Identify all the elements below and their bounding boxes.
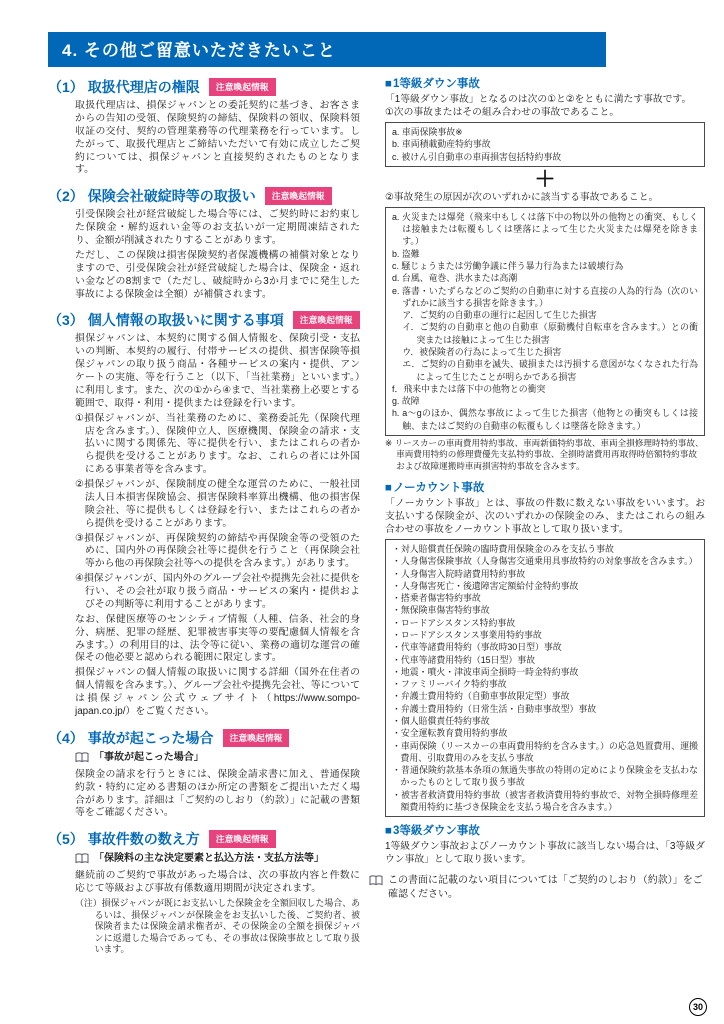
book-icon — [369, 875, 383, 886]
plus-icon: ＋ — [534, 167, 556, 191]
list-item: ・普通保険約款基本条項の無過失事故の特則の定めにより保険金を支払わなかったものとして取り扱う事故 — [392, 765, 698, 788]
section-3 — [48, 310, 360, 718]
section-4-body: 保険金の請求を行うときには、保険金請求書に加え、普通保険約款・特約に定める書類のほか所定の書類をご提出いただく場合があります。詳細は「ご契約のしおり（約款）」に記載の書類等をご確認ください。 — [75, 768, 360, 819]
section-5-title: （5） 事故件数の数え方 — [48, 831, 200, 848]
heading-no-count: ■ノーカウント事故 — [385, 481, 485, 494]
list-item: ・ロードアシスタンス事業用特約事故 — [392, 630, 542, 640]
section-4-title: （4） 事故が起こった場合 — [48, 729, 214, 746]
section-3-sensitive-note: なお、保健医療等のセンシティブ情報（人種、信条、社会的身分、病歴、犯罪の経歴、犯罪被害事実等の要配慮個人情報を含みます。）の利用目的は、法令等に従い、業務の適切な運営の確保その他必要と認められる範囲に限定します。 — [75, 613, 360, 664]
list-item: ・人身傷害入院時諸費用特約事故 — [392, 568, 526, 579]
list-subitem: イ．ご契約の自動車と他の自動車（原動機付自転車を含みます。）との衝突または接触によって生じた損害 — [402, 322, 698, 345]
condition-1: ①次の事故またはその組み合わせの事故であること。 — [385, 107, 620, 119]
condition-2-box — [385, 207, 705, 436]
page-title: 4. その他ご留意いただきたいこと — [48, 32, 606, 67]
list-item: a. 車両保険事故※ — [392, 127, 463, 138]
list-item: ④損保ジャパンが、国内外のグループ会社や提携先会社に提供を行い、その会社が取り扱う商品・サービスの案内・提供およびその判断等に利用することがあります。 — [75, 573, 360, 610]
square-bullet-icon: ■ — [385, 78, 392, 90]
list-item: ・ロードアシスタンス特約事故 — [392, 617, 516, 628]
caution-badge: 注意喚起情報 — [265, 187, 332, 205]
section-1-title: （1） 取扱代理店の権限 — [48, 79, 200, 95]
list-subitem: ウ．被保険者の行為によって生じた損害 — [402, 346, 562, 357]
section-3-detail-note: 損保ジャパンの個人情報の取扱いに関する詳細（国外在住者の個人情報を含みます。）、グループ会社や提携先会社、等については損保ジャパン公式ウェブサイト（https://www.sompo-japan.co.jp/）をご覧ください。 — [75, 667, 360, 717]
section-2 — [48, 186, 360, 301]
heading-3-grade-down: ■3等級ダウン事故 — [385, 825, 480, 838]
section-5-body: 継続前のご契約で事故があった場合は、次の事故内容と件数に応じて等級および事故有係数適用期間が決定されます。 — [75, 870, 360, 895]
list-item: h. a～gのほか、偶然な事故によって生じた損害（他物との衝突もしくは接触、またはご契約の自動車の転覆もしくは墜落を除きます。） — [392, 408, 698, 431]
section-3-title: （3） 個人情報の取扱いに関する事項 — [48, 312, 284, 329]
list-item: ②損保ジャパンが、保険制度の健全な運営のために、一般社団法人日本損害保険協会、損害保険料率算出機構、他の損害保険会社、等に提供もしくは登録を行い、またはこれらの者から提供を受けることがあります。 — [75, 479, 360, 529]
caution-badge: 注意喚起情報 — [209, 78, 276, 96]
booklet-reference — [75, 852, 360, 865]
list-item: ・車両保険（リースカーの車両費用特約を含みます。）の応急処置費用、運搬費用、引取費用のみを支払う事故 — [392, 740, 698, 763]
booklet-reference — [75, 751, 360, 764]
left-column — [48, 68, 360, 958]
list-item: ・搭乗者傷害特約事故 — [392, 593, 481, 604]
list-item: ・被害者救済費用特約事故（被害者救済費用特約事故で、対物全損時修理差額費用特約に基づき保険金を支払う場合を含みます。） — [392, 789, 698, 812]
list-item: a. 火災または爆発（飛来中もしくは落下中の物以外の他物との衝突、もしくは接触または転覆もしくは墜落によって生じた火災または爆発を除きます。） — [392, 211, 698, 247]
list-item: ・対人賠償責任保険の臨時費用保険金のみを支払う事故 — [392, 544, 614, 555]
list-item: c. 騒じょうまたは労働争議に伴う暴力行為または破壊行為 — [392, 261, 624, 272]
grade-down-3-text: 1等級ダウン事故およびノーカウント事故に該当しない場合は、「3等級ダウン事故」として取り扱います。 — [385, 841, 705, 866]
condition-1-box — [385, 122, 705, 167]
section-3-intro: 損保ジャパンは、本契約に関する個人情報を、保険引受・支払いの判断、本契約の履行、付帯サービスの提供、損害保険等損保ジャパンの取り扱う商品・各種サービスの案内・提供、アンケートの実施、等を行うこと（以下、「当社業務」といいます。）に利用します。また、次の①から④まで、当社業務上必要とする範囲で、取得・利用・提供または登録を行います。 — [75, 333, 360, 409]
list-item: b. 盗難 — [392, 248, 420, 259]
list-item: g. 故障 — [392, 396, 420, 407]
caution-badge: 注意喚起情報 — [223, 729, 290, 747]
list-item: e. 落書・いたずらなどのご契約の自動車に対する直接の人為的行為（次のいずれかに該当する損害を除きます。） — [392, 285, 698, 308]
section-5-note: （注）損保ジャパンが既にお支払いした保険金を全額回収した場合、あるいは、損保ジャパンが保険金をお支払いした後、ご契約者、被保険者または保険金請求権者が、その保険金の全額を損保ジャパンに返還した場合であっても、その事故は保険事故として取り扱います。 — [75, 898, 360, 955]
no-count-intro: 「ノーカウント事故」とは、事故の件数に数えない事故をいいます。お支払いする保険金が、次のいずれかの保険金のみ、またはこれらの組み合わせの事故をノーカウント事故として取り扱います。 — [385, 497, 705, 536]
list-item: ・無保険車傷害特約事故 — [392, 605, 490, 616]
section-4 — [48, 728, 360, 821]
list-item: c. 被けん引自動車の車両損害包括特約事故 — [392, 151, 562, 162]
condition-2: ②事故発生の原因が次のいずれかに該当する事故であること。 — [385, 191, 659, 203]
list-item: ・安全運転教育費用特約事故 — [392, 728, 508, 739]
section-1-body: 取扱代理店は、損保ジャパンとの委託契約に基づき、お客さまからの告知の受領、保険契約の締結、保険料の領収、保険料領収証の交付、契約の管理業務等の代理業務を行っています。したがって、取扱代理店とご締結いただいて有効に成立したご契約については、損保ジャパンと直接契約されたものとなります。 — [75, 100, 360, 176]
book-icon — [75, 752, 89, 763]
list-item: ・人身傷害保険事故（人身傷害交通乗用具事故特約の対象事故を含みます。） — [392, 556, 698, 567]
caution-badge: 注意喚起情報 — [293, 311, 360, 329]
leased-car-note: ※ リースカーの車両費用特約事故、車両新価特約事故、車両全損修理時特約事故、車両費用特約の修理費優先支払特約事故、全損時諸費用再取得時倍額特約事故および故障運搬時車両損害特約事故を含みます。 — [385, 437, 704, 471]
list-item: ・弁護士費用特約（自動車事故限定型）事故 — [392, 691, 570, 702]
list-item: ・代車等諸費用特約（15日型）事故 — [392, 654, 535, 665]
section-2-title: （2） 保険会社破綻時等の取扱い — [48, 188, 256, 205]
list-item: ・弁護士費用特約（日常生活・自動車事故型）事故 — [392, 703, 597, 714]
list-item: f．飛来中または落下中の他物との衝突 — [392, 383, 546, 394]
section-1 — [48, 77, 360, 177]
reference-label: 「保険料の主な決定要素と払込方法・支払方法等」 — [94, 853, 324, 865]
booklet-bottom-note — [369, 874, 705, 901]
right-column — [385, 68, 705, 958]
list-item: ①損保ジャパンが、当社業務のために、業務委託先（保険代理店を含みます。）、保険仲立人、医療機関、保険金の請求・支払いに関する関係先、等に提供を行い、またはこれらの者から提供を受けることがあります。なお、これらの者には外国にある事業者等を含みます。 — [75, 412, 360, 476]
bottom-note-text: この書面に記載のない項目については「ご契約のしおり（約款）」をご確認ください。 — [388, 875, 703, 900]
content-columns — [48, 68, 705, 958]
list-item: b. 車両積載動産特約事故 — [392, 139, 491, 150]
book-icon — [75, 853, 89, 864]
grade-down-intro: 「1等級ダウン事故」となるのは次の①と②をともに満たす事故です。 — [385, 94, 692, 105]
square-bullet-icon: ■ — [385, 825, 392, 838]
section-5 — [48, 829, 360, 956]
square-bullet-icon: ■ — [385, 481, 392, 494]
list-subitem: ア．ご契約の自動車の運行に起因して生じた損害 — [402, 310, 597, 321]
caution-badge: 注意喚起情報 — [209, 830, 276, 848]
list-item: ・個人賠償責任特約事故 — [392, 715, 490, 726]
no-count-box — [385, 539, 705, 817]
list-item: ・代車等諸費用特約（事故時30日型）事故 — [392, 642, 562, 653]
section-2-paragraph: 引受保険会社が経営破綻した場合等には、ご契約時にお約束した保険金・解約返れい金等のお支払いが一定期間凍結されたり、金額が削減されたりすることがあります。 — [75, 209, 360, 246]
list-item: ・ファミリーバイク特約事故 — [392, 679, 507, 690]
reference-label: 「事故が起こった場合」 — [94, 751, 204, 763]
list-item: ・人身傷害死亡・後遺障害定額給付金特約事故 — [392, 580, 579, 591]
list-subitem: エ．ご契約の自動車を滅失、破損または汚損する意図がなくなされた行為によって生じたことが明らかである損害 — [402, 359, 698, 382]
section-2-paragraph: ただし、この保険は損害保険契約者保護機構の補償対象となりますので、引受保険会社が経営破綻した場合は、保険金・返れい金などの8割まで（ただし、破綻時から3か月までに発生した事故による保険金は全額）が補償されます。 — [75, 249, 360, 300]
heading-1-grade-down: ■1等級ダウン事故 — [385, 78, 480, 90]
page-number: 30 — [689, 998, 707, 1016]
list-item: ③損保ジャパンが、再保険契約の締結や再保険金等の受領のために、国内外の再保険会社等に提供を行うこと（再保険会社等から他の再保険会社等への提供を含みます。）があります。 — [75, 532, 360, 570]
list-item: d. 台風、竜巻、洪水または高潮 — [392, 273, 518, 284]
list-item: ・地震・噴火・津波車両全損時一時金特約事故 — [392, 666, 579, 677]
